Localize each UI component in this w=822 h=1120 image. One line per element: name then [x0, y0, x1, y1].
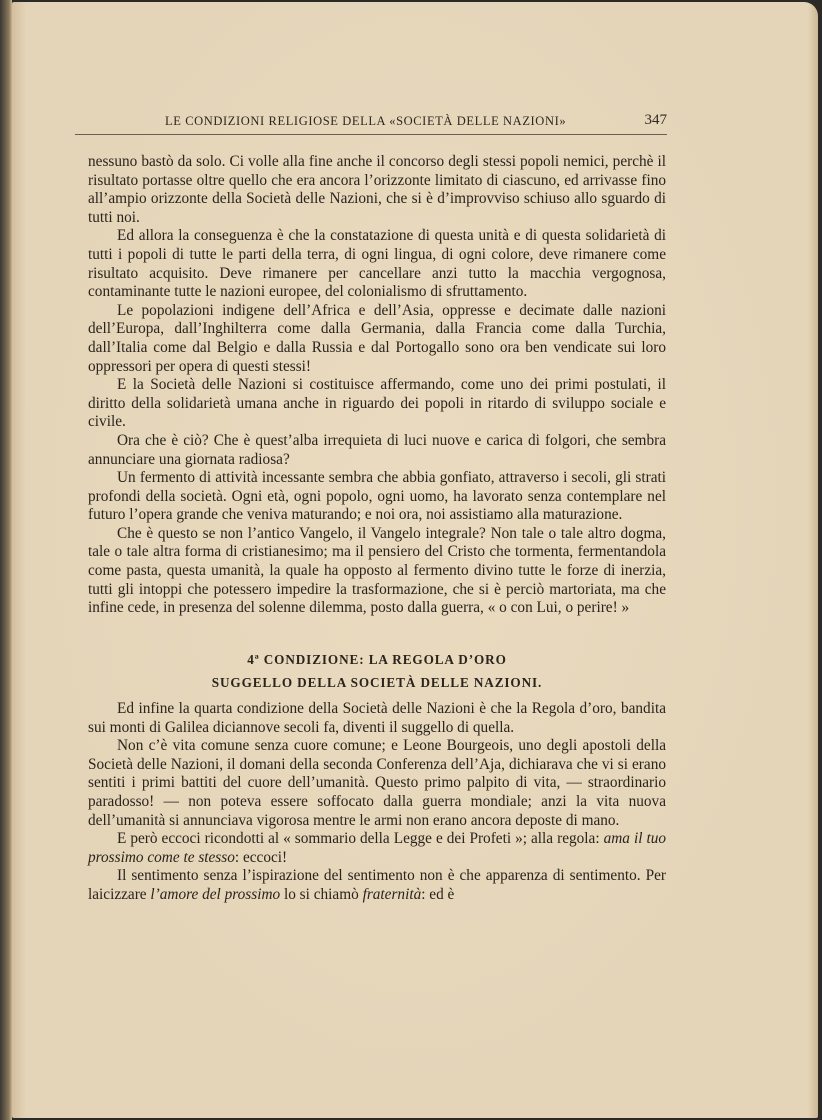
italic-term: l’amore del prossimo — [150, 885, 281, 903]
paragraph: Ed infine la quarta condizione della Società delle Nazioni è che la Regola d’oro, bandita sui monti di Galilea diciannove secoli fa, diventi il suggello di quella. — [88, 700, 666, 736]
paragraph: E la Società delle Nazioni si costituisce affermando, come uno dei primi postulati, il diritto della solidarietà umana anche in riguardo dei popoli in ritardo di sviluppo sociale e civile. — [88, 376, 666, 431]
section-subheading: SUGGELLO DELLA SOCIETÀ DELLE NAZIONI. — [211, 675, 543, 690]
paragraph: Un fermento di attività incessante sembra che abbia gonfiato, attraverso i secoli, gli strati profondi della società. Ogni età, ogni popolo, ogni uomo, ha lavorato senza contemplare nel futuro l’opera grande che veniva maturando; e noi ora, noi assistiamo alla maturazione. — [88, 469, 666, 524]
page-number: 347 — [644, 112, 667, 128]
paragraph: Le popolazioni indigene dell’Africa e dell’Asia, oppresse e decimate dalle nazioni dell’Europa, dall’Inghilterra come dalla Germania, dalla Francia come dalla Turchia, dall’Italia come dal Belgio e dalla Russia e dal Portogallo sono ora ben vendicate sui loro oppressori per opera di questi stessi! — [88, 301, 666, 375]
paragraph: Ora che è ciò? Che è quest’alba irrequieta di luci nuove e carica di folgori, che sembra annunciare una giornata radiosa? — [88, 431, 666, 468]
book-gutter — [0, 0, 12, 1120]
text-block-top — [88, 153, 666, 618]
paragraph: Ed allora la conseguenza è che la constatazione di questa unità e di questa solidarietà di tutti i popoli di tutte le parti della terra, di ogni lingua, di ogni colore, deve rimanere come risultato acquisito. Deve rimanere per cancellare anzi tutto la macchia vergognosa, contaminante tutte le nazioni europee, del colonialismo di sfruttamento. — [88, 227, 666, 301]
paragraph: Che è questo se non l’antico Vangelo, il Vangelo integrale? Non tale o tale altro dogma, tale o tale altra forma di cristianesimo; ma il pensiero del Cristo che tormenta, fermentandola come pasta, questa umanità, la quale ha opposto al fermento divino tutte le forze di inerzia, tutti gli intoppi che potessero impedire la trasformazione, che si è perciò martoriata, ma che infine cede, in presenza del solenne dilemma, posto dalla guerra, « o con Lui, o perire! » — [88, 524, 666, 617]
text-run: : eccoci! — [234, 848, 288, 866]
italic-term: fraternità — [362, 885, 422, 903]
paragraph: Non c’è vita comune senza cuore comune; e Leone Bourgeois, uno degli apostoli della Società delle Nazioni, il domani della seconda Conferenza dell’Aja, dichiarava che vi si erano sentiti i primi battiti del cuore dell’umanità. Questo primo palpito di vita, — straordinario paradosso! — non poteva essere soffocato dalla guerra mondiale; anzi la vita nuova dell’umanità si annunciava vigorosa mentre le armi non erano ancora deposte di mano. — [88, 737, 666, 829]
paragraph: nessuno bastò da solo. Ci volle alla fine anche il concorso degli stessi popoli nemici, perchè il risultato portasse oltre quello che era ancora l’orizzonte limitato di ciascuno, ed arrivasse fino all’ampio orizzonte della Società delle Nazioni, che si è d’improvviso schiuso allo sguardo di tutti noi. — [88, 153, 666, 226]
text-run: lo si chiamò — [280, 885, 363, 903]
section-heading: 4ª CONDIZIONE: LA REGOLA D’ORO — [247, 652, 507, 667]
text-run: E però eccoci ricondotti al « sommario della Legge e dei Profeti »; alla regola: — [117, 830, 604, 848]
text-run: Il sentimento senza l’ispirazione del sentimento non è che apparenza di sentimento. Per laicizzare — [88, 867, 666, 903]
italic-quote: ama il tuo prossimo come te stesso — [88, 830, 667, 866]
paragraph — [88, 830, 666, 867]
text-block-bottom — [88, 700, 666, 905]
text-run: : ed è — [421, 885, 455, 903]
running-header — [75, 112, 667, 135]
running-title: LE CONDIZIONI RELIGIOSE DELLA «SOCIETÀ DELLE NAZIONI» — [165, 114, 567, 128]
paragraph — [88, 867, 666, 904]
